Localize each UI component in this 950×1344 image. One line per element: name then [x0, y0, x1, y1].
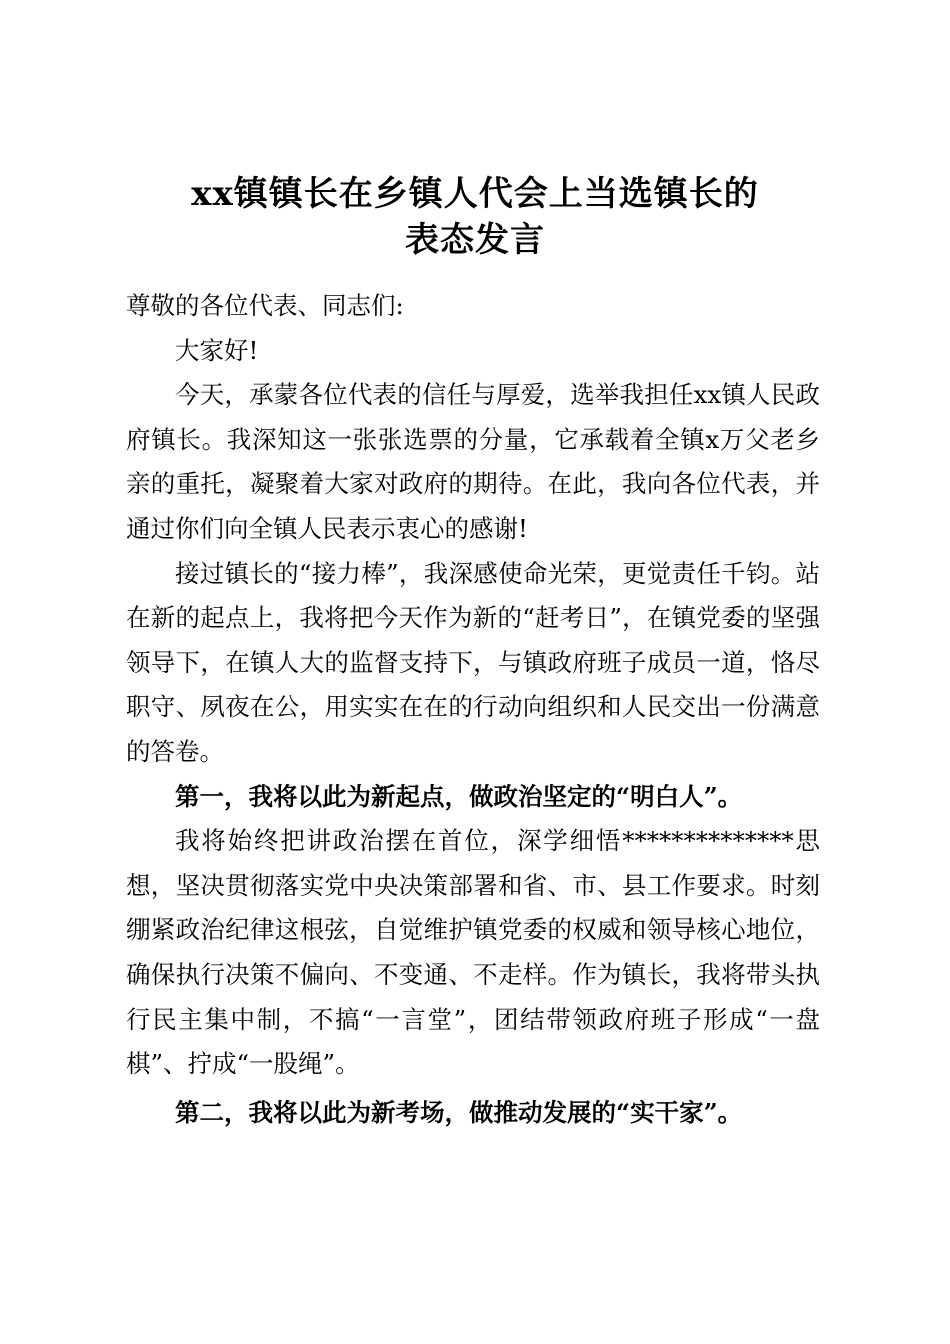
document-title-line-1: xx镇镇长在乡镇人代会上当选镇长的: [191, 174, 759, 214]
paragraph-politics: 我将始终把讲政治摆在首位，深学细悟**************思想，坚决贯彻落实党中央决策部署和省、市、县工作要求。时刻绷紧政治纪律这根弦，自觉维护镇党委的权威和领导核心地位，确保执行决策不偏向、不变通、不走样。作为镇长，我将带头执行民主集中制，不搞“一言堂”，团结带领政府班子形成“一盘棋”、拧成“一股绳”。: [126, 826, 820, 1079]
document-body: [126, 284, 820, 1135]
paragraph-commitment: 接过镇长的“接力棒”，我深感使命光荣，更觉责任千钧。站在新的起点上，我将把今天作为新的“赶考日”，在镇党委的坚强领导下，在镇人大的监督支持下，与镇政府班子成员一道，恪尽职守、夙夜在公，用实实在在的行动向组织和人民交出一份满意的答卷。: [126, 558, 820, 766]
paragraph-thanks: 今天，承蒙各位代表的信任与厚爱，选举我担任xx镇人民政府镇长。我深知这一张张选票的分量，它承载着全镇x万父老乡亲的重托，凝聚着大家对政府的期待。在此，我向各位代表，并通过你们向全镇人民表示衷心的感谢!: [126, 380, 820, 543]
salutation: 尊敬的各位代表、同志们:: [126, 291, 404, 320]
section-heading-1: 第一，我将以此为新起点，做政治坚定的“明白人”。: [175, 781, 743, 811]
document-title-line-2: 表态发言: [405, 220, 545, 260]
paragraph-greeting: 大家好!: [175, 335, 259, 365]
section-heading-2: 第二，我将以此为新考场，做推动发展的“实干家”。: [175, 1097, 743, 1127]
